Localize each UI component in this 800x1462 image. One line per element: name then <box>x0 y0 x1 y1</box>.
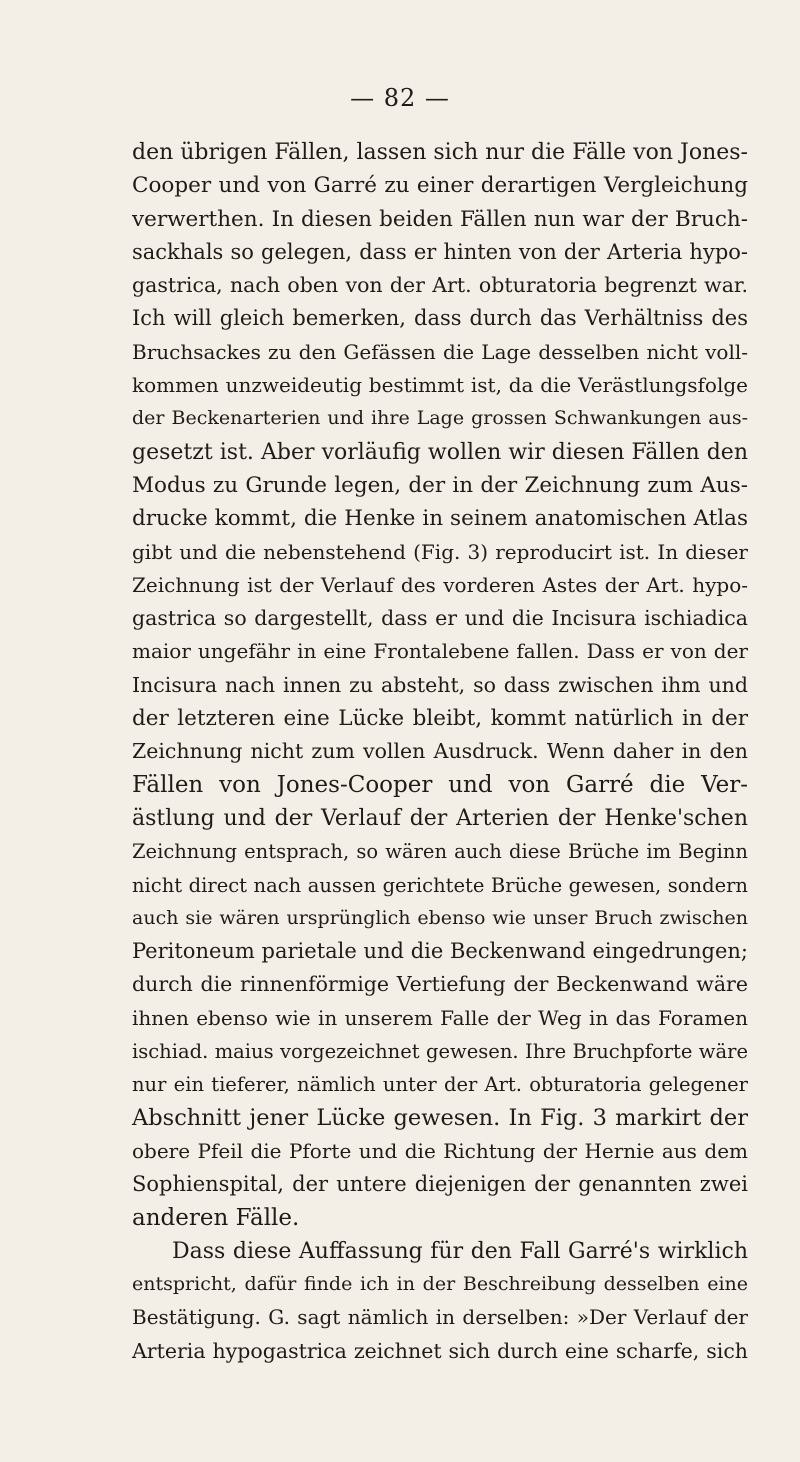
text-line: auch sie wären ursprünglich ebenso wie unser Bruch zwischen <box>132 906 748 929</box>
text-line: Fällen von Jones-Cooper und von Garré die Ver- <box>132 771 748 798</box>
text-line: sackhals so gelegen, dass er hinten von der Arteria hypo- <box>132 239 748 264</box>
text-line: Modus zu Grunde legen, der in der Zeichnung zum Aus- <box>132 472 748 498</box>
text-line: gastrica, nach oben von der Art. obturatoria begrenzt war. <box>132 273 748 298</box>
text-line: maior ungefähr in eine Frontalebene fallen. Dass er von der <box>132 639 748 664</box>
text-line: verwerthen. In diesen beiden Fällen nun war der Bruch- <box>132 206 748 232</box>
text-line: gibt und die nebenstehend (Fig. 3) reproducirt ist. In dieser <box>132 539 748 564</box>
text-line: drucke kommt, die Henke in seinem anatomischen Atlas <box>132 506 748 532</box>
text-line: Sophienspital, der untere diejenigen der genannten zwei <box>132 1172 748 1197</box>
text-line: Bruchsackes zu den Gefässen die Lage desselben nicht voll- <box>132 339 748 364</box>
text-line: gastrica so dargestellt, dass er und die Incisura ischiadica <box>132 606 748 631</box>
text-line: Dass diese Auffassung für den Fall Garré's wirklich <box>172 1238 748 1264</box>
text-line: kommen unzweideutig bestimmt ist, da die Verästlungsfolge <box>132 373 748 398</box>
text-line: gesetzt ist. Aber vorläufig wollen wir diesen Fällen den <box>132 439 748 465</box>
text-line: Zeichnung entsprach, so wären auch diese Brüche im Beginn <box>132 840 748 864</box>
page-number: — 82 — <box>350 84 450 112</box>
text-line: ihnen ebenso wie in unserem Falle der Weg in das Foramen <box>132 1005 748 1030</box>
text-line: anderen Fälle. <box>132 1204 300 1231</box>
text-line: Bestätigung. G. sagt nämlich in derselben: »Der Verlauf der <box>132 1305 748 1330</box>
text-line: Incisura nach innen zu absteht, so dass zwischen ihm und <box>132 672 748 697</box>
text-line: entspricht, dafür finde ich in der Beschreibung desselben eine <box>132 1273 748 1296</box>
text-line: nicht direct nach aussen gerichtete Brüche gewesen, sondern <box>132 873 748 897</box>
text-line: der Beckenarterien und ihre Lage grossen Schwankungen aus- <box>132 407 748 430</box>
text-line: nur ein tieferer, nämlich unter der Art. obturatoria gelegener <box>132 1073 748 1097</box>
text-line: Peritoneum parietale und die Beckenwand eingedrungen; <box>132 939 748 964</box>
text-line: ästlung und der Verlauf der Arterien der Henke'schen <box>132 805 748 831</box>
text-line: den übrigen Fällen, lassen sich nur die Fälle von Jones- <box>132 140 748 165</box>
text-line: der letzteren eine Lücke bleibt, kommt natürlich in der <box>132 706 748 732</box>
text-line: Abschnitt jener Lücke gewesen. In Fig. 3 markirt der <box>132 1104 748 1131</box>
text-line: ischiad. maius vorgezeichnet gewesen. Ihre Bruchpforte wäre <box>132 1040 748 1064</box>
text-line: Cooper und von Garré zu einer derartigen Vergleichung <box>132 173 748 199</box>
text-line: Zeichnung nicht zum vollen Ausdruck. Wenn daher in den <box>132 739 748 764</box>
body-text <box>132 136 748 1368</box>
text-line: durch die rinnenförmige Vertiefung der Beckenwand wäre <box>132 972 748 997</box>
text-line: Zeichnung ist der Verlauf des vorderen Astes der Art. hypo- <box>132 572 748 597</box>
text-line: obere Pfeil die Pforte und die Richtung der Hernie aus dem <box>132 1138 748 1163</box>
text-line: Ich will gleich bemerken, dass durch das Verhältniss des <box>132 306 748 331</box>
text-line: Arteria hypogastrica zeichnet sich durch eine scharfe, sich <box>132 1338 748 1363</box>
